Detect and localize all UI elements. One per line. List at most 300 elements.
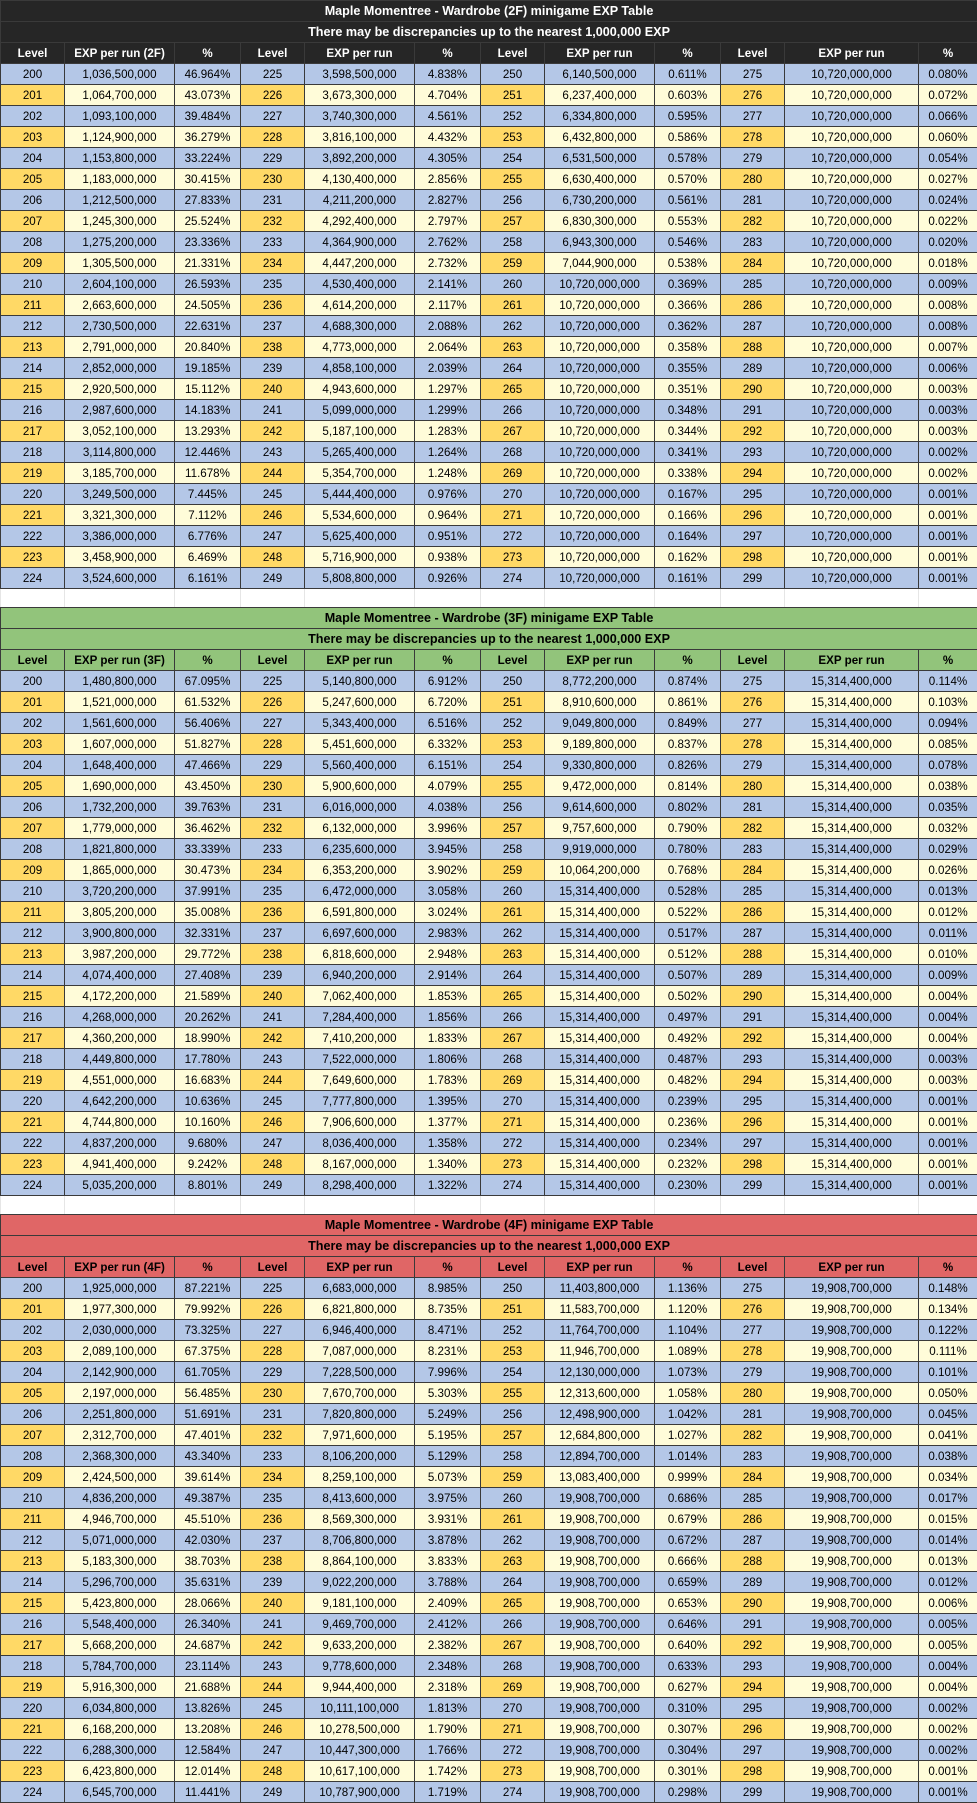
percent-cell: 4.561% bbox=[415, 106, 481, 127]
percent-cell: 0.011% bbox=[919, 923, 977, 944]
percent-cell: 23.114% bbox=[175, 1656, 241, 1677]
level-cell: 285 bbox=[721, 881, 785, 902]
level-cell: 229 bbox=[241, 148, 305, 169]
level-cell: 265 bbox=[481, 1593, 545, 1614]
percent-cell: 8.985% bbox=[415, 1278, 481, 1299]
percent-cell: 6.776% bbox=[175, 526, 241, 547]
percent-cell: 0.001% bbox=[919, 568, 977, 589]
exp-per-run-cell: 3,524,600,000 bbox=[65, 568, 175, 589]
level-cell: 278 bbox=[721, 1341, 785, 1362]
exp-per-run-cell: 19,908,700,000 bbox=[545, 1488, 655, 1509]
exp-per-run-cell: 5,451,600,000 bbox=[305, 734, 415, 755]
percent-cell: 0.234% bbox=[655, 1133, 721, 1154]
level-cell: 291 bbox=[721, 1007, 785, 1028]
level-cell: 288 bbox=[721, 337, 785, 358]
level-cell: 209 bbox=[1, 1467, 65, 1488]
level-cell: 244 bbox=[241, 1677, 305, 1698]
level-cell: 259 bbox=[481, 860, 545, 881]
exp-per-run-cell: 15,314,400,000 bbox=[785, 713, 919, 734]
exp-per-run-cell: 9,330,800,000 bbox=[545, 755, 655, 776]
exp-per-run-cell: 6,818,600,000 bbox=[305, 944, 415, 965]
exp-per-run-cell: 10,720,000,000 bbox=[545, 274, 655, 295]
exp-per-run-cell: 19,908,700,000 bbox=[785, 1593, 919, 1614]
percent-cell: 0.008% bbox=[919, 316, 977, 337]
level-cell: 212 bbox=[1, 923, 65, 944]
percent-cell: 1.340% bbox=[415, 1154, 481, 1175]
level-cell: 247 bbox=[241, 1133, 305, 1154]
level-cell: 235 bbox=[241, 1488, 305, 1509]
level-cell: 254 bbox=[481, 1362, 545, 1383]
table-row bbox=[1, 1761, 977, 1782]
percent-cell: 51.691% bbox=[175, 1404, 241, 1425]
level-cell: 221 bbox=[1, 1112, 65, 1133]
level-cell: 270 bbox=[481, 484, 545, 505]
exp-per-run-cell: 19,908,700,000 bbox=[785, 1467, 919, 1488]
percent-cell: 0.595% bbox=[655, 106, 721, 127]
percent-cell: 1.853% bbox=[415, 986, 481, 1007]
level-cell: 283 bbox=[721, 839, 785, 860]
exp-per-run-cell: 1,732,200,000 bbox=[65, 797, 175, 818]
percent-cell: 0.038% bbox=[919, 1446, 977, 1467]
percent-cell: 87.221% bbox=[175, 1278, 241, 1299]
exp-per-run-cell: 4,268,000,000 bbox=[65, 1007, 175, 1028]
exp-per-run-cell: 19,908,700,000 bbox=[785, 1341, 919, 1362]
exp-per-run-cell: 2,251,800,000 bbox=[65, 1404, 175, 1425]
percent-cell: 1.248% bbox=[415, 463, 481, 484]
level-cell: 205 bbox=[1, 1383, 65, 1404]
percent-cell: 8.801% bbox=[175, 1175, 241, 1196]
percent-cell: 0.861% bbox=[655, 692, 721, 713]
percent-cell: 0.004% bbox=[919, 1677, 977, 1698]
exp-per-run-cell: 3,386,000,000 bbox=[65, 526, 175, 547]
exp-per-run-cell: 10,278,500,000 bbox=[305, 1719, 415, 1740]
column-header: EXP per run bbox=[305, 650, 415, 671]
table-row bbox=[1, 253, 977, 274]
level-cell: 237 bbox=[241, 1530, 305, 1551]
percent-cell: 0.964% bbox=[415, 505, 481, 526]
exp-per-run-cell: 6,472,000,000 bbox=[305, 881, 415, 902]
percent-cell: 0.060% bbox=[919, 127, 977, 148]
percent-cell: 27.408% bbox=[175, 965, 241, 986]
percent-cell: 12.446% bbox=[175, 442, 241, 463]
percent-cell: 0.161% bbox=[655, 568, 721, 589]
percent-cell: 0.022% bbox=[919, 211, 977, 232]
exp-per-run-cell: 6,016,000,000 bbox=[305, 797, 415, 818]
percent-cell: 0.012% bbox=[919, 902, 977, 923]
percent-cell: 0.236% bbox=[655, 1112, 721, 1133]
level-cell: 262 bbox=[481, 1530, 545, 1551]
percent-cell: 0.005% bbox=[919, 1635, 977, 1656]
exp-per-run-cell: 1,153,800,000 bbox=[65, 148, 175, 169]
level-cell: 245 bbox=[241, 1698, 305, 1719]
percent-cell: 0.002% bbox=[919, 1698, 977, 1719]
level-cell: 252 bbox=[481, 713, 545, 734]
level-cell: 258 bbox=[481, 839, 545, 860]
level-cell: 299 bbox=[721, 1175, 785, 1196]
percent-cell: 1.395% bbox=[415, 1091, 481, 1112]
percent-cell: 29.772% bbox=[175, 944, 241, 965]
percent-cell: 61.705% bbox=[175, 1362, 241, 1383]
percent-cell: 0.004% bbox=[919, 1007, 977, 1028]
exp-per-run-cell: 19,908,700,000 bbox=[785, 1362, 919, 1383]
level-cell: 231 bbox=[241, 797, 305, 818]
level-cell: 246 bbox=[241, 1112, 305, 1133]
level-cell: 205 bbox=[1, 776, 65, 797]
level-cell: 243 bbox=[241, 1049, 305, 1070]
level-cell: 242 bbox=[241, 1028, 305, 1049]
level-cell: 207 bbox=[1, 1425, 65, 1446]
level-cell: 252 bbox=[481, 106, 545, 127]
level-cell: 283 bbox=[721, 232, 785, 253]
exp-per-run-cell: 4,292,400,000 bbox=[305, 211, 415, 232]
level-cell: 235 bbox=[241, 881, 305, 902]
exp-per-run-cell: 8,772,200,000 bbox=[545, 671, 655, 692]
exp-per-run-cell: 7,670,700,000 bbox=[305, 1383, 415, 1404]
table-row bbox=[1, 1593, 977, 1614]
level-cell: 292 bbox=[721, 1028, 785, 1049]
exp-per-run-cell: 19,908,700,000 bbox=[545, 1761, 655, 1782]
percent-cell: 0.001% bbox=[919, 484, 977, 505]
exp-per-run-cell: 6,334,800,000 bbox=[545, 106, 655, 127]
level-cell: 234 bbox=[241, 1467, 305, 1488]
exp-per-run-cell: 3,185,700,000 bbox=[65, 463, 175, 484]
exp-per-run-cell: 19,908,700,000 bbox=[785, 1719, 919, 1740]
percent-cell: 0.301% bbox=[655, 1761, 721, 1782]
percent-cell: 0.351% bbox=[655, 379, 721, 400]
percent-cell: 5.129% bbox=[415, 1446, 481, 1467]
percent-cell: 10.160% bbox=[175, 1112, 241, 1133]
percent-cell: 39.614% bbox=[175, 1467, 241, 1488]
exp-per-run-cell: 5,183,300,000 bbox=[65, 1551, 175, 1572]
table-row bbox=[1, 1070, 977, 1091]
exp-per-run-cell: 2,987,600,000 bbox=[65, 400, 175, 421]
percent-cell: 1.766% bbox=[415, 1740, 481, 1761]
level-cell: 286 bbox=[721, 295, 785, 316]
percent-cell: 0.999% bbox=[655, 1467, 721, 1488]
table-row bbox=[1, 127, 977, 148]
exp-per-run-cell: 10,720,000,000 bbox=[545, 421, 655, 442]
percent-cell: 0.002% bbox=[919, 1719, 977, 1740]
exp-per-run-cell: 10,720,000,000 bbox=[545, 316, 655, 337]
exp-per-run-cell: 9,189,800,000 bbox=[545, 734, 655, 755]
exp-per-run-cell: 6,591,800,000 bbox=[305, 902, 415, 923]
percent-cell: 4.038% bbox=[415, 797, 481, 818]
table-row bbox=[1, 776, 977, 797]
table-row bbox=[1, 1446, 977, 1467]
level-cell: 245 bbox=[241, 484, 305, 505]
exp-per-run-cell: 6,697,600,000 bbox=[305, 923, 415, 944]
percent-cell: 2.762% bbox=[415, 232, 481, 253]
level-cell: 290 bbox=[721, 986, 785, 1007]
percent-cell: 51.827% bbox=[175, 734, 241, 755]
exp-per-run-cell: 5,343,400,000 bbox=[305, 713, 415, 734]
percent-cell: 0.001% bbox=[919, 1782, 977, 1803]
percent-cell: 27.833% bbox=[175, 190, 241, 211]
percent-cell: 0.497% bbox=[655, 1007, 721, 1028]
exp-per-run-cell: 15,314,400,000 bbox=[545, 1091, 655, 1112]
level-cell: 209 bbox=[1, 860, 65, 881]
level-cell: 262 bbox=[481, 923, 545, 944]
exp-per-run-cell: 2,030,000,000 bbox=[65, 1320, 175, 1341]
level-cell: 231 bbox=[241, 190, 305, 211]
percent-cell: 13.293% bbox=[175, 421, 241, 442]
percent-cell: 0.012% bbox=[919, 1572, 977, 1593]
percent-cell: 1.377% bbox=[415, 1112, 481, 1133]
level-cell: 257 bbox=[481, 1425, 545, 1446]
level-cell: 204 bbox=[1, 148, 65, 169]
percent-cell: 0.686% bbox=[655, 1488, 721, 1509]
level-cell: 225 bbox=[241, 671, 305, 692]
level-cell: 233 bbox=[241, 232, 305, 253]
exp-per-run-cell: 15,314,400,000 bbox=[545, 881, 655, 902]
column-header: EXP per run bbox=[785, 1257, 919, 1278]
level-cell: 221 bbox=[1, 505, 65, 526]
level-cell: 250 bbox=[481, 64, 545, 85]
exp-per-run-cell: 10,720,000,000 bbox=[545, 526, 655, 547]
exp-per-run-cell: 5,071,000,000 bbox=[65, 1530, 175, 1551]
percent-cell: 49.387% bbox=[175, 1488, 241, 1509]
percent-cell: 0.355% bbox=[655, 358, 721, 379]
percent-cell: 0.666% bbox=[655, 1551, 721, 1572]
level-cell: 223 bbox=[1, 1761, 65, 1782]
level-cell: 222 bbox=[1, 1740, 65, 1761]
level-cell: 294 bbox=[721, 1070, 785, 1091]
column-header: EXP per run (4F) bbox=[65, 1257, 175, 1278]
level-cell: 270 bbox=[481, 1698, 545, 1719]
column-header: % bbox=[919, 650, 977, 671]
table-row bbox=[1, 1467, 977, 1488]
level-cell: 280 bbox=[721, 169, 785, 190]
exp-per-run-cell: 11,946,700,000 bbox=[545, 1341, 655, 1362]
table-row bbox=[1, 169, 977, 190]
percent-cell: 0.001% bbox=[919, 1761, 977, 1782]
exp-per-run-cell: 19,908,700,000 bbox=[785, 1782, 919, 1803]
percent-cell: 43.073% bbox=[175, 85, 241, 106]
exp-per-run-cell: 15,314,400,000 bbox=[785, 944, 919, 965]
column-header: % bbox=[175, 650, 241, 671]
level-cell: 299 bbox=[721, 568, 785, 589]
percent-cell: 1.783% bbox=[415, 1070, 481, 1091]
level-cell: 293 bbox=[721, 1656, 785, 1677]
level-cell: 233 bbox=[241, 1446, 305, 1467]
level-cell: 242 bbox=[241, 421, 305, 442]
exp-per-run-cell: 10,720,000,000 bbox=[785, 526, 919, 547]
level-cell: 277 bbox=[721, 713, 785, 734]
level-cell: 248 bbox=[241, 1761, 305, 1782]
percent-cell: 0.013% bbox=[919, 881, 977, 902]
header-row bbox=[1, 650, 977, 671]
exp-per-run-cell: 15,314,400,000 bbox=[785, 1028, 919, 1049]
percent-cell: 5.195% bbox=[415, 1425, 481, 1446]
percent-cell: 56.485% bbox=[175, 1383, 241, 1404]
percent-cell: 0.646% bbox=[655, 1614, 721, 1635]
exp-per-run-cell: 4,530,400,000 bbox=[305, 274, 415, 295]
percent-cell: 0.013% bbox=[919, 1551, 977, 1572]
percent-cell: 1.058% bbox=[655, 1383, 721, 1404]
level-cell: 271 bbox=[481, 505, 545, 526]
level-cell: 255 bbox=[481, 776, 545, 797]
percent-cell: 0.517% bbox=[655, 923, 721, 944]
column-header: % bbox=[919, 1257, 977, 1278]
exp-per-run-cell: 6,545,700,000 bbox=[65, 1782, 175, 1803]
level-cell: 215 bbox=[1, 1593, 65, 1614]
table-row bbox=[1, 713, 977, 734]
exp-per-run-cell: 1,690,000,000 bbox=[65, 776, 175, 797]
exp-per-run-cell: 9,778,600,000 bbox=[305, 1656, 415, 1677]
exp-per-run-cell: 10,720,000,000 bbox=[545, 547, 655, 568]
level-cell: 201 bbox=[1, 1299, 65, 1320]
level-cell: 202 bbox=[1, 106, 65, 127]
exp-per-run-cell: 15,314,400,000 bbox=[785, 1154, 919, 1175]
percent-cell: 8.735% bbox=[415, 1299, 481, 1320]
exp-per-run-cell: 1,865,000,000 bbox=[65, 860, 175, 881]
table-row bbox=[1, 274, 977, 295]
level-cell: 279 bbox=[721, 1362, 785, 1383]
column-header: Level bbox=[1, 1257, 65, 1278]
exp-per-run-cell: 6,946,400,000 bbox=[305, 1320, 415, 1341]
level-cell: 230 bbox=[241, 1383, 305, 1404]
percent-cell: 1.264% bbox=[415, 442, 481, 463]
column-header: Level bbox=[481, 1257, 545, 1278]
table-row bbox=[1, 232, 977, 253]
exp-per-run-cell: 19,908,700,000 bbox=[785, 1509, 919, 1530]
exp-per-run-cell: 19,908,700,000 bbox=[545, 1740, 655, 1761]
percent-cell: 1.283% bbox=[415, 421, 481, 442]
level-cell: 206 bbox=[1, 797, 65, 818]
percent-cell: 0.338% bbox=[655, 463, 721, 484]
level-cell: 210 bbox=[1, 274, 65, 295]
table-row bbox=[1, 1341, 977, 1362]
level-cell: 216 bbox=[1, 400, 65, 421]
percent-cell: 2.732% bbox=[415, 253, 481, 274]
level-cell: 239 bbox=[241, 1572, 305, 1593]
level-cell: 237 bbox=[241, 923, 305, 944]
percent-cell: 2.983% bbox=[415, 923, 481, 944]
percent-cell: 3.878% bbox=[415, 1530, 481, 1551]
level-cell: 212 bbox=[1, 316, 65, 337]
percent-cell: 0.522% bbox=[655, 902, 721, 923]
table-row bbox=[1, 755, 977, 776]
exp-per-run-cell: 12,498,900,000 bbox=[545, 1404, 655, 1425]
level-cell: 259 bbox=[481, 1467, 545, 1488]
exp-per-run-cell: 8,298,400,000 bbox=[305, 1175, 415, 1196]
table-row bbox=[1, 923, 977, 944]
exp-per-run-cell: 5,140,800,000 bbox=[305, 671, 415, 692]
level-cell: 269 bbox=[481, 1677, 545, 1698]
level-cell: 292 bbox=[721, 1635, 785, 1656]
level-cell: 226 bbox=[241, 1299, 305, 1320]
exp-per-run-cell: 8,259,100,000 bbox=[305, 1467, 415, 1488]
level-cell: 264 bbox=[481, 1572, 545, 1593]
level-cell: 222 bbox=[1, 526, 65, 547]
exp-per-run-cell: 10,720,000,000 bbox=[785, 400, 919, 421]
exp-per-run-cell: 19,908,700,000 bbox=[785, 1656, 919, 1677]
percent-cell: 0.001% bbox=[919, 1091, 977, 1112]
level-cell: 207 bbox=[1, 211, 65, 232]
exp-per-run-cell: 15,314,400,000 bbox=[545, 944, 655, 965]
percent-cell: 2.117% bbox=[415, 295, 481, 316]
percent-cell: 0.586% bbox=[655, 127, 721, 148]
percent-cell: 0.627% bbox=[655, 1677, 721, 1698]
percent-cell: 2.382% bbox=[415, 1635, 481, 1656]
table-row bbox=[1, 1028, 977, 1049]
level-cell: 215 bbox=[1, 986, 65, 1007]
level-cell: 219 bbox=[1, 1677, 65, 1698]
table-row bbox=[1, 734, 977, 755]
table-row bbox=[1, 1551, 977, 1572]
level-cell: 231 bbox=[241, 1404, 305, 1425]
table-row bbox=[1, 1740, 977, 1761]
exp-per-run-cell: 3,892,200,000 bbox=[305, 148, 415, 169]
level-cell: 213 bbox=[1, 944, 65, 965]
exp-per-run-cell: 10,111,100,000 bbox=[305, 1698, 415, 1719]
percent-cell: 8.231% bbox=[415, 1341, 481, 1362]
exp-per-run-cell: 6,531,500,000 bbox=[545, 148, 655, 169]
percent-cell: 0.164% bbox=[655, 526, 721, 547]
level-cell: 259 bbox=[481, 253, 545, 274]
percent-cell: 36.279% bbox=[175, 127, 241, 148]
exp-per-run-cell: 15,314,400,000 bbox=[545, 902, 655, 923]
exp-per-run-cell: 10,720,000,000 bbox=[785, 232, 919, 253]
percent-cell: 0.561% bbox=[655, 190, 721, 211]
level-cell: 281 bbox=[721, 1404, 785, 1425]
exp-per-run-cell: 1,036,500,000 bbox=[65, 64, 175, 85]
table-row bbox=[1, 1404, 977, 1425]
table-row bbox=[1, 965, 977, 986]
exp-per-run-cell: 15,314,400,000 bbox=[785, 734, 919, 755]
percent-cell: 0.134% bbox=[919, 1299, 977, 1320]
exp-per-run-cell: 15,314,400,000 bbox=[785, 776, 919, 797]
level-cell: 214 bbox=[1, 1572, 65, 1593]
percent-cell: 0.014% bbox=[919, 1530, 977, 1551]
exp-per-run-cell: 6,730,200,000 bbox=[545, 190, 655, 211]
percent-cell: 11.441% bbox=[175, 1782, 241, 1803]
percent-cell: 1.073% bbox=[655, 1362, 721, 1383]
percent-cell: 0.570% bbox=[655, 169, 721, 190]
level-cell: 204 bbox=[1, 1362, 65, 1383]
exp-per-run-cell: 1,977,300,000 bbox=[65, 1299, 175, 1320]
exp-per-run-cell: 15,314,400,000 bbox=[545, 965, 655, 986]
exp-per-run-cell: 5,916,300,000 bbox=[65, 1677, 175, 1698]
percent-cell: 2.856% bbox=[415, 169, 481, 190]
percent-cell: 20.840% bbox=[175, 337, 241, 358]
percent-cell: 0.029% bbox=[919, 839, 977, 860]
exp-per-run-cell: 10,720,000,000 bbox=[785, 316, 919, 337]
percent-cell: 12.014% bbox=[175, 1761, 241, 1782]
exp-per-run-cell: 4,360,200,000 bbox=[65, 1028, 175, 1049]
percent-cell: 10.636% bbox=[175, 1091, 241, 1112]
exp-per-run-cell: 10,720,000,000 bbox=[785, 64, 919, 85]
exp-per-run-cell: 8,106,200,000 bbox=[305, 1446, 415, 1467]
level-cell: 220 bbox=[1, 484, 65, 505]
exp-per-run-cell: 2,920,500,000 bbox=[65, 379, 175, 400]
exp-per-run-cell: 19,908,700,000 bbox=[785, 1698, 919, 1719]
percent-cell: 3.902% bbox=[415, 860, 481, 881]
table-row bbox=[1, 839, 977, 860]
level-cell: 276 bbox=[721, 692, 785, 713]
level-cell: 265 bbox=[481, 379, 545, 400]
level-cell: 202 bbox=[1, 1320, 65, 1341]
percent-cell: 39.484% bbox=[175, 106, 241, 127]
exp-per-run-cell: 5,784,700,000 bbox=[65, 1656, 175, 1677]
exp-per-run-cell: 19,908,700,000 bbox=[545, 1656, 655, 1677]
percent-cell: 79.992% bbox=[175, 1299, 241, 1320]
exp-per-run-cell: 19,908,700,000 bbox=[785, 1488, 919, 1509]
level-cell: 272 bbox=[481, 1740, 545, 1761]
percent-cell: 8.471% bbox=[415, 1320, 481, 1341]
exp-per-run-cell: 19,908,700,000 bbox=[785, 1635, 919, 1656]
level-cell: 210 bbox=[1, 1488, 65, 1509]
